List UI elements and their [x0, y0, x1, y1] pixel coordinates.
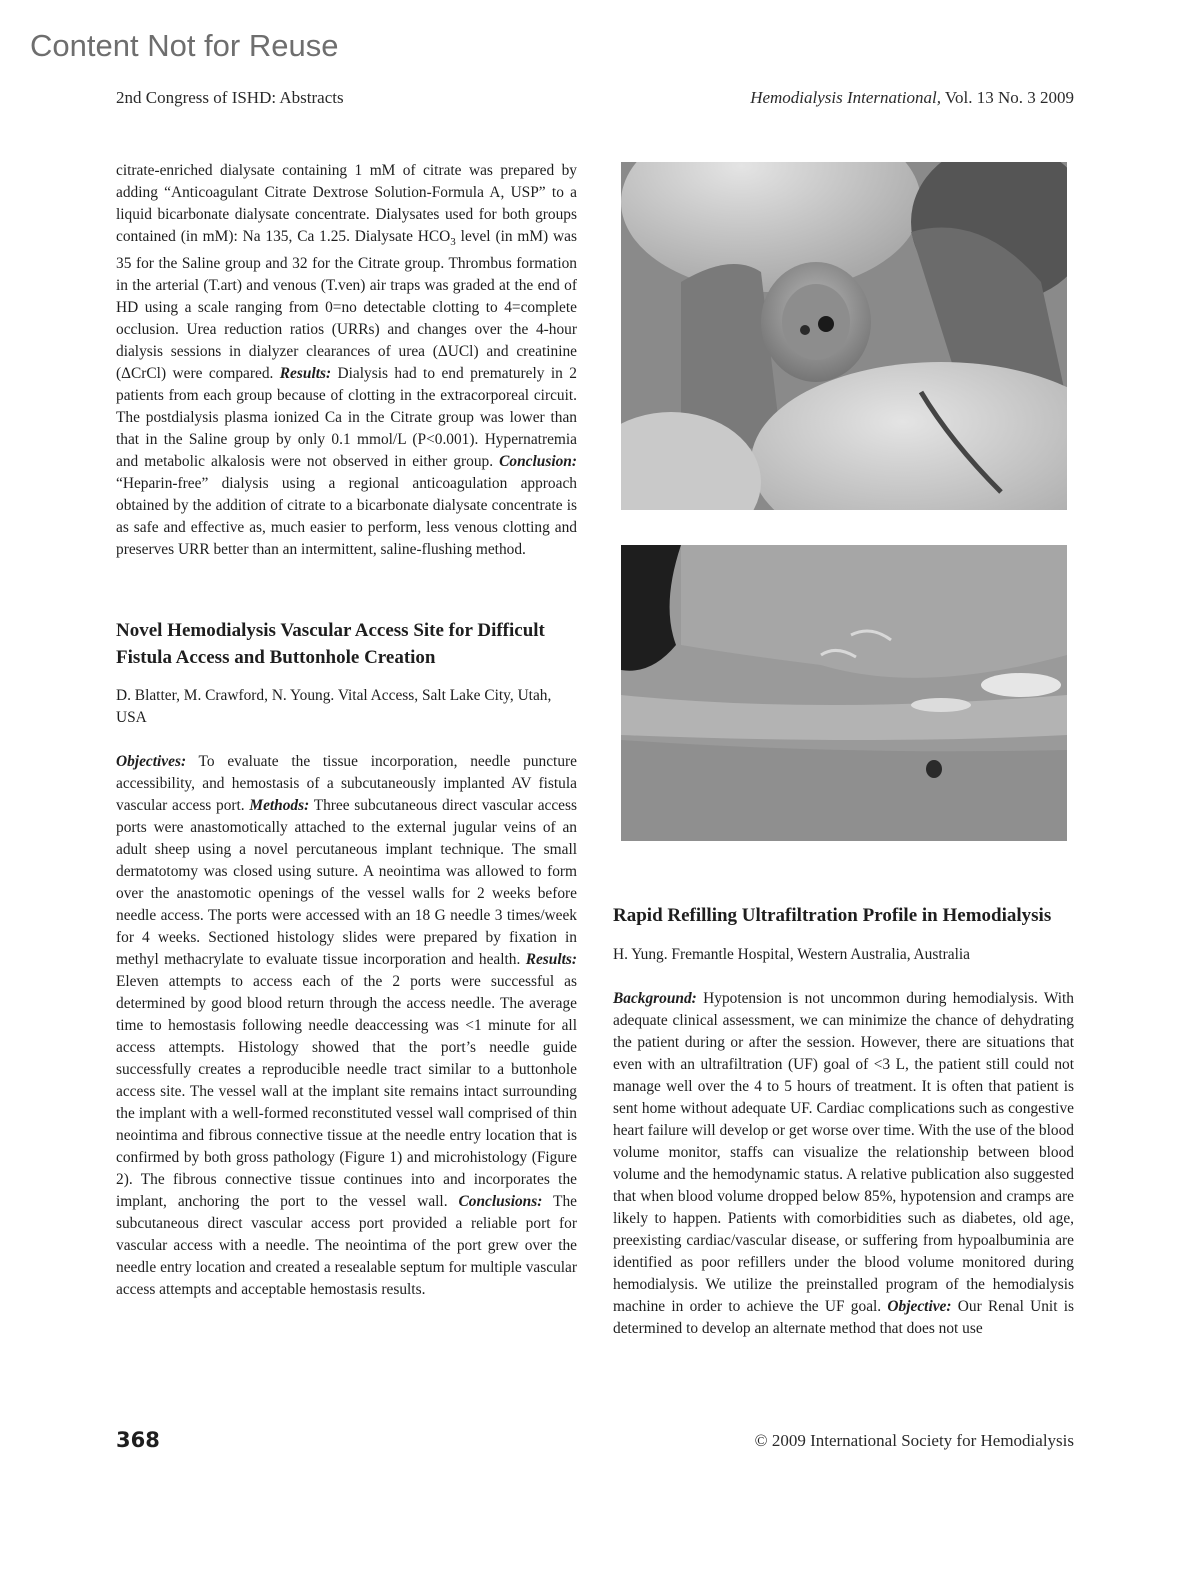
abstract-body: Objectives: To evaluate the tissue incorporation, needle puncture accessibility, and hemostasis of a subcutaneously implanted AV fistula vascular access port. Methods: Three subcutaneous direct vascular access ports were anastomotically attached to the external jugular veins of an adult sheep using a novel percutaneous implant technique. The small dermatotomy was closed using suture. A neointima was allowed to form over the anastomotic openings of the vessel walls for 2 weeks before needle access. The ports were accessed with an 18 G needle 3 times/week for 4 weeks. Sectioned histology slides were prepared by fixation in methyl methacrylate to evaluate tissue incorporation and health. Results: Eleven attempts to access each of the 2 ports were successful as determined by good blood return through the access needle. The average time to hemostasis following needle deaccessing was <1 minute for all access attempts. Histology showed that the port’s needle guide successfully creates a reproducible needle tract similar to a buttonhole access site. The vessel wall at the implant site remains intact surrounding the implant with a well-formed reconstituted vessel wall comprised of thin neointima and fibrous connective tissue at the needle entry location that is confirmed by both gross pathology (Figure 1) and microhistology (Figure 2). The fibrous connective tissue continues into and incorporates the implant, anchoring the port to the vessel wall. Conclusions: The subcutaneous direct vascular access port provided a reliable port for vascular access with a needle. The neointima of the port grew over the needle entry location and created a resealable septum for multiple vascular access attempts and acceptable hemostasis results.	[116, 753, 577, 1299]
continued-abstract: citrate-enriched dialysate containing 1 mM of citrate was prepared by adding “Anticoagulant Citrate Dextrose Solution-Formula A, USP” to a liquid bicarbonate dialysate concentrate. Dialysates used for both groups contained (in mM): Na 135, Ca 1.25. Dialysate $HCO_3$ level (in mM) was 35 for the Saline group and 32 for the Citrate group. Thrombus formation in the arterial (T.art) and venous (T.ven) air traps was graded at the end of HD using a scale ranging from 0=no detectable clotting to 4=complete occlusion. Urea reduction ratios (URRs) and changes over the 4-hour dialysis sessions in dialyzer clearances of urea (ΔUCl) and creatinine (ΔCrCl) were compared. Results: Dialysis had to end prematurely in 2 patients from each group because of clotting in the extracorporeal circuit. The postdialysis plasma ionized Ca in the Citrate group was lower than that in the Saline group by only 0.1 mmol/L (P<0.001). Hypernatremia and metabolic alkalosis were not observed in either group. Conclusion: “Heparin-free” dialysis using a regional anticoagulation approach obtained by the addition of citrate to a bicarbonate dialysate concentrate is as safe and effective as, much easier to perform, less venous clotting and preserves URR better than an intermittent, saline-flushing method.	[116, 162, 577, 559]
right-column	[613, 902, 1074, 1340]
abstract-authors: D. Blatter, M. Crawford, N. Young. Vital Access, Salt Lake City, Utah, USA	[116, 687, 552, 727]
methods-label: Methods:	[249, 797, 310, 815]
abstract-title: Rapid Refilling Ultrafiltration Profile in Hemodialysis	[613, 905, 1052, 926]
objective-label: Objective:	[887, 1298, 952, 1315]
conclusion-label: Conclusion:	[499, 453, 577, 471]
running-head-right	[750, 88, 1074, 108]
watermark: Content Not for Reuse	[30, 28, 339, 63]
results-label: Results:	[525, 951, 577, 969]
copyright-notice: © 2009 International Society for Hemodialysis	[754, 1431, 1074, 1450]
left-column	[116, 160, 577, 1301]
journal-volume: Vol. 13 No. 3 2009	[940, 88, 1074, 107]
journal-name: Hemodialysis International,	[750, 88, 941, 107]
abstract-title: Novel Hemodialysis Vascular Access Site for Difficult Fistula Access and Buttonhole Creation	[116, 620, 545, 669]
objectives-label: Objectives:	[116, 753, 187, 771]
abstract-authors: H. Yung. Fremantle Hospital, Western Australia, Australia	[613, 946, 970, 963]
figure-1-gross-pathology-photo	[621, 162, 1067, 510]
results-label: Results:	[279, 365, 332, 383]
page-number: 368	[116, 1428, 160, 1452]
running-head-left: 2nd Congress of ISHD: Abstracts	[116, 88, 344, 107]
background-label: Background:	[613, 990, 697, 1007]
figure-2-microhistology-photo	[621, 545, 1067, 841]
conclusions-label: Conclusions:	[458, 1193, 543, 1211]
abstract-body: Background: Hypotension is not uncommon during hemodialysis. With adequate clinical assessment, we can minimize the chance of dehydrating the patient during or after the session. However, there are situations that even with an ultrafiltration (UF) goal of <3 L, the patient still could not manage well over the 4 to 5 hours of treatment. It is often that patient is sent home without adequate UF. Cardiac complications such as congestive heart failure will develop or get worse over time. With the use of the blood volume monitor, staffs can visualize the relationship between blood volume and the hemodynamic status. A relative publication also suggested that when blood volume dropped below 85%, hypotension and cramps are likely to happen. Patients with comorbidities such as diabetes, old age, preexisting cardiac/vascular disease, or suffering from hypoalbuminia are identified as poor refillers under the blood volume monitored during hemodialysis. We utilize the preinstalled program of the hemodialysis machine in order to achieve the UF goal. Objective: Our Renal Unit is determined to develop an alternate method that does not use	[613, 990, 1075, 1337]
